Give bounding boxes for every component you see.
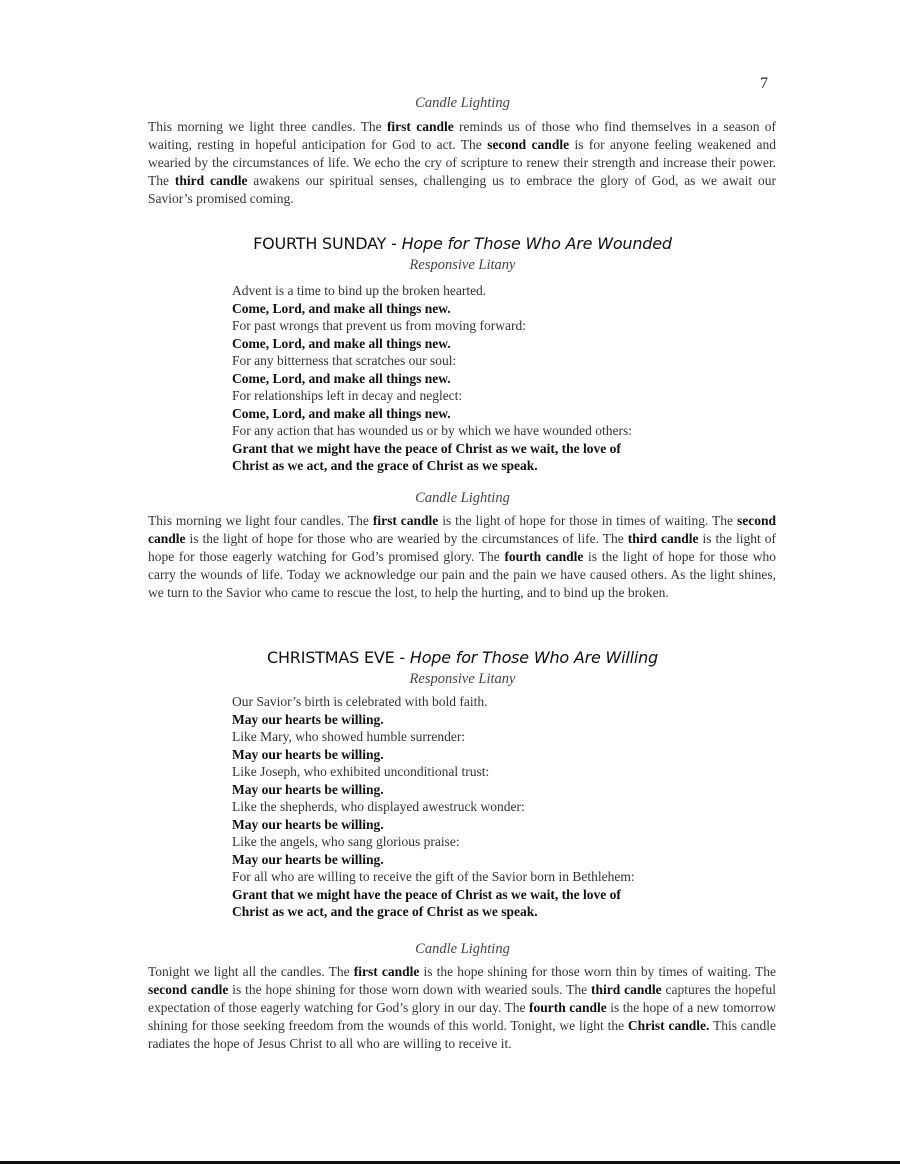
body-text: awakens our spiritual senses, challenging us to embrace the glory of God, as we await our Savior’s promised coming. <box>148 173 776 206</box>
emphasis-text: Christ candle. <box>627 1018 710 1033</box>
emphasis-text: third candle <box>174 173 248 188</box>
litany-response: Come, Lord, and make all things new. <box>232 370 451 386</box>
fourth-sunday-title-italic: Hope for Those Who Are Wounded <box>401 234 672 253</box>
body-text: is the hope shining for those worn thin by times of waiting. The <box>419 964 776 979</box>
litany-response: May our hearts be willing. <box>232 746 384 762</box>
litany-line: Like Mary, who showed humble surrender: <box>232 729 466 744</box>
body-text: This candle radiates the hope of Jesus Christ to all who are willing to receive it. <box>148 1018 776 1051</box>
emphasis-text: second candle <box>148 513 776 546</box>
litany-line: Like Joseph, who exhibited unconditional trust: <box>232 764 490 779</box>
body-text: is the hope shining for those worn down with wearied souls. The <box>228 982 591 997</box>
christmas-eve-candle-paragraph <box>148 963 776 1053</box>
litany-response: Come, Lord, and make all things new. <box>232 405 451 421</box>
litany-line: For any bitterness that scratches our soul: <box>232 353 457 368</box>
emphasis-text: first candle <box>353 964 420 979</box>
litany-response: Come, Lord, and make all things new. <box>232 335 451 351</box>
body-text: is for anyone feeling weakened and wearied by the circumstances of life. We echo the cry of scripture to renew their strength and increase their power. The <box>148 137 776 188</box>
page-number: 7 <box>760 75 768 92</box>
christmas-eve-title <box>150 648 775 667</box>
christmas-eve-litany <box>232 693 635 921</box>
emphasis-text: second candle <box>487 137 570 152</box>
body-text: is the light of hope for those in times of waiting. The <box>438 513 737 528</box>
litany-line: Advent is a time to bind up the broken hearted. <box>232 283 487 298</box>
litany-response: Come, Lord, and make all things new. <box>232 300 451 316</box>
litany-line: Our Savior’s birth is celebrated with bold faith. <box>232 694 488 709</box>
litany-response: Grant that we might have the peace of Christ as we wait, the love of <box>232 886 621 902</box>
body-text: is the hope of a new tomorrow shining for those seeking freedom from the wounds of this world. Tonight, we light the <box>148 1000 776 1033</box>
emphasis-text: third candle <box>590 982 662 997</box>
candle-lighting-paragraph <box>148 118 776 208</box>
litany-line: For relationships left in decay and neglect: <box>232 388 463 403</box>
body-text: This morning we light four candles. The <box>148 513 373 528</box>
body-text: is the light of hope for those eagerly watching for God’s promised glory. The <box>148 531 776 564</box>
litany-response: May our hearts be willing. <box>232 781 384 797</box>
fourth-sunday-title-caps: FOURTH SUNDAY - <box>253 234 402 253</box>
body-text: is the light of hope for those who are wearied by the circumstances of life. The <box>185 531 628 546</box>
litany-line: For past wrongs that prevent us from moving forward: <box>232 318 526 333</box>
christmas-eve-subtitle: Responsive Litany <box>409 671 516 687</box>
body-text: This morning we light three candles. The <box>148 119 387 134</box>
litany-line: For all who are willing to receive the gift of the Savior born in Bethlehem: <box>232 869 635 884</box>
candle-lighting-heading: Candle Lighting <box>415 95 510 111</box>
fourth-sunday-candle-heading: Candle Lighting <box>415 490 510 506</box>
body-text: Tonight we light all the candles. The <box>148 964 354 979</box>
litany-response: Christ as we act, and the grace of Christ as we speak. <box>232 904 538 919</box>
emphasis-text: first candle <box>386 119 454 134</box>
emphasis-text: first candle <box>372 513 439 528</box>
emphasis-text: second candle <box>148 982 229 997</box>
emphasis-text: third candle <box>627 531 699 546</box>
litany-line: Like the angels, who sang glorious praise: <box>232 834 460 849</box>
fourth-sunday-subtitle: Responsive Litany <box>409 257 516 273</box>
litany-response: May our hearts be willing. <box>232 711 384 727</box>
fourth-sunday-candle-paragraph <box>148 512 776 602</box>
christmas-eve-title-italic: Hope for Those Who Are Willing <box>409 648 659 667</box>
emphasis-text: fourth candle <box>528 1000 607 1015</box>
litany-response: May our hearts be willing. <box>232 816 384 832</box>
litany-response: May our hearts be willing. <box>232 851 384 867</box>
litany-response: Grant that we might have the peace of Christ as we wait, the love of <box>232 440 621 456</box>
fourth-sunday-title <box>150 234 775 253</box>
litany-line: Like the shepherds, who displayed awestruck wonder: <box>232 799 525 814</box>
christmas-eve-candle-heading: Candle Lighting <box>415 941 510 957</box>
emphasis-text: fourth candle <box>504 549 584 564</box>
body-text: reminds us of those who find themselves in a season of waiting, resting in hopeful anticipation for God to act. The <box>148 119 776 152</box>
body-text: captures the hopeful expectation of those eagerly watching for God’s glory in our day. The <box>148 982 776 1015</box>
christmas-eve-title-caps: CHRISTMAS EVE - <box>266 648 410 667</box>
litany-response: Christ as we act, and the grace of Christ as we speak. <box>232 458 538 473</box>
fourth-sunday-litany <box>232 282 632 475</box>
body-text: is the light of hope for those who carry the wounds of life. Today we acknowledge our pain and the pain we have caused others. As the light shines, we turn to the Savior who came to rescue the lost, to help the hurting, and to bind up the broken. <box>148 549 777 600</box>
litany-line: For any action that has wounded us or by which we have wounded others: <box>232 423 633 438</box>
